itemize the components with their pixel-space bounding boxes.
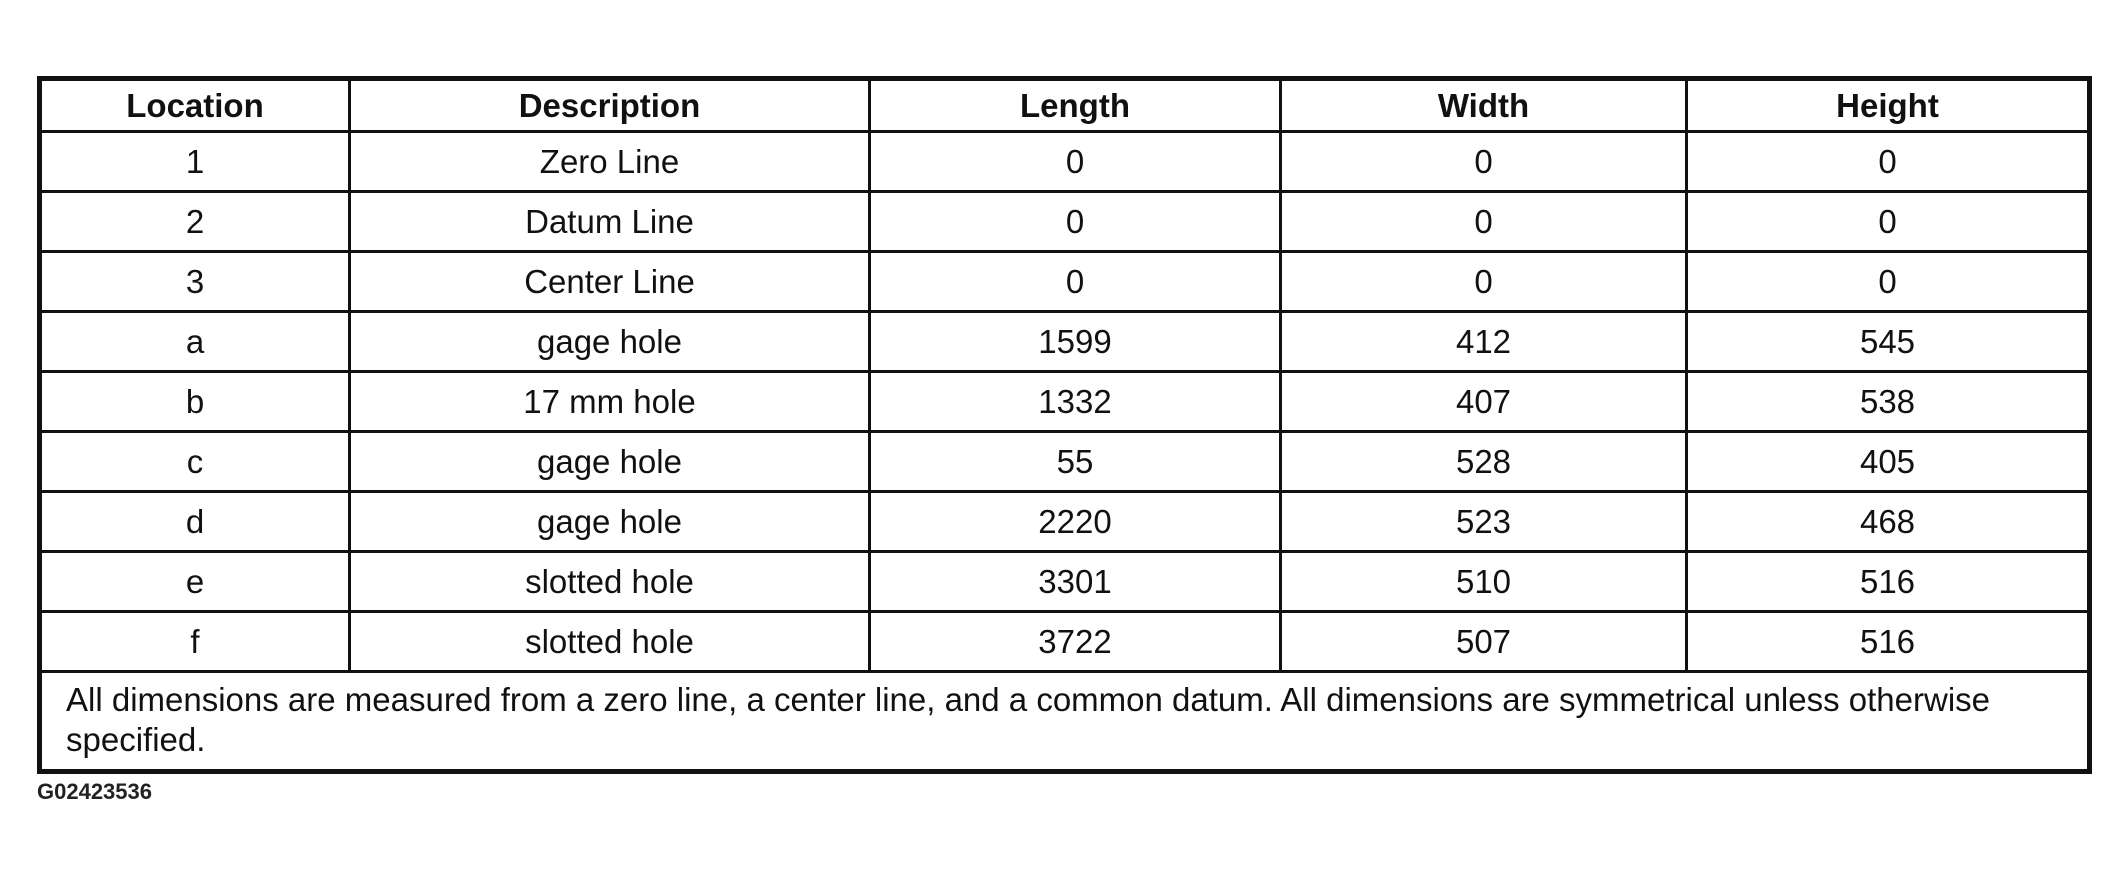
location-cell: a (40, 312, 350, 372)
table-row (40, 252, 2090, 312)
location-cell: f (40, 612, 350, 672)
table-row (40, 432, 2090, 492)
location-cell: e (40, 552, 350, 612)
length-cell: 3301 (870, 552, 1281, 612)
width-cell: 523 (1281, 492, 1687, 552)
height-cell: 516 (1687, 552, 2090, 612)
length-cell: 55 (870, 432, 1281, 492)
table-row (40, 132, 2090, 192)
header-height: Height (1687, 79, 2090, 132)
description-cell: Zero Line (350, 132, 870, 192)
header-row (40, 79, 2090, 132)
length-cell: 0 (870, 132, 1281, 192)
header-width: Width (1281, 79, 1687, 132)
length-cell: 1332 (870, 372, 1281, 432)
width-cell: 528 (1281, 432, 1687, 492)
height-cell: 538 (1687, 372, 2090, 432)
width-cell: 507 (1281, 612, 1687, 672)
height-cell: 468 (1687, 492, 2090, 552)
location-cell: d (40, 492, 350, 552)
height-cell: 0 (1687, 132, 2090, 192)
description-cell: slotted hole (350, 612, 870, 672)
header-length: Length (870, 79, 1281, 132)
table-row (40, 312, 2090, 372)
location-cell: 3 (40, 252, 350, 312)
description-cell: Datum Line (350, 192, 870, 252)
figure-id-label: G02423536 (37, 779, 152, 804)
description-cell: gage hole (350, 492, 870, 552)
height-cell: 545 (1687, 312, 2090, 372)
length-cell: 1599 (870, 312, 1281, 372)
table-row (40, 492, 2090, 552)
header-description: Description (350, 79, 870, 132)
width-cell: 0 (1281, 192, 1687, 252)
table-note: All dimensions are measured from a zero line, a center line, and a common datum. All dimensions are symmetrical unless otherwise specified. (40, 672, 2090, 772)
description-cell: slotted hole (350, 552, 870, 612)
width-cell: 0 (1281, 132, 1687, 192)
width-cell: 407 (1281, 372, 1687, 432)
width-cell: 0 (1281, 252, 1687, 312)
height-cell: 0 (1687, 192, 2090, 252)
width-cell: 510 (1281, 552, 1687, 612)
location-cell: c (40, 432, 350, 492)
length-cell: 3722 (870, 612, 1281, 672)
description-cell: Center Line (350, 252, 870, 312)
location-cell: 1 (40, 132, 350, 192)
table-row (40, 552, 2090, 612)
table-row (40, 612, 2090, 672)
note-row (40, 672, 2090, 772)
description-cell: gage hole (350, 432, 870, 492)
location-cell: 2 (40, 192, 350, 252)
table-row (40, 192, 2090, 252)
dimensions-table (37, 76, 2092, 774)
header-location: Location (40, 79, 350, 132)
height-cell: 516 (1687, 612, 2090, 672)
table-row (40, 372, 2090, 432)
description-cell: 17 mm hole (350, 372, 870, 432)
location-cell: b (40, 372, 350, 432)
length-cell: 0 (870, 252, 1281, 312)
description-cell: gage hole (350, 312, 870, 372)
width-cell: 412 (1281, 312, 1687, 372)
length-cell: 2220 (870, 492, 1281, 552)
length-cell: 0 (870, 192, 1281, 252)
height-cell: 405 (1687, 432, 2090, 492)
height-cell: 0 (1687, 252, 2090, 312)
